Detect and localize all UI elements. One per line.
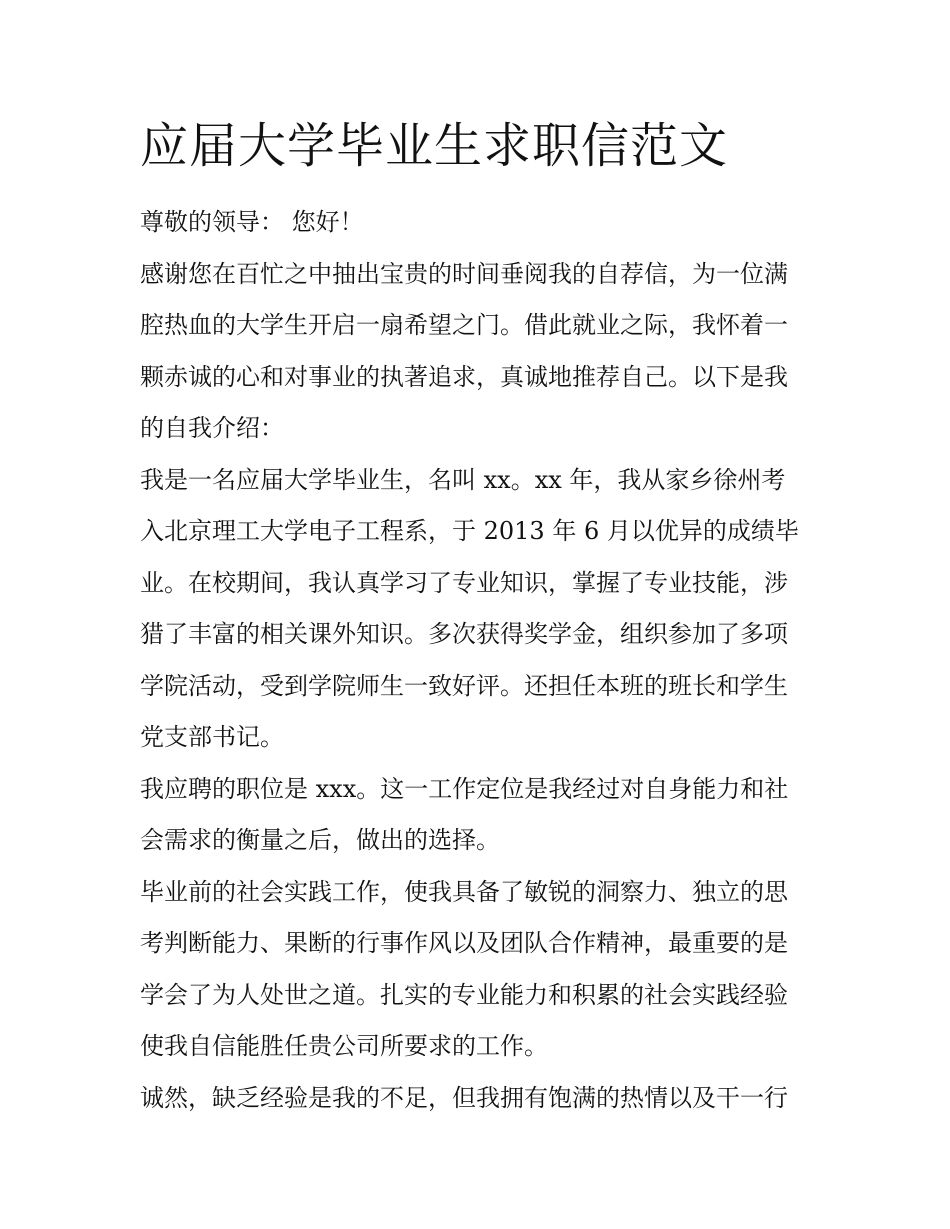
document-body — [140, 200, 812, 1127]
text-line: 颗赤诚的心和对事业的执著追求，真诚地推荐自己。以下是我 — [140, 362, 788, 391]
text-line: 学院活动，受到学院师生一致好评。还担任本班的班长和学生 — [140, 671, 788, 700]
text-line: 党支部书记。 — [140, 723, 284, 751]
text-line: 的自我介绍： — [140, 414, 284, 442]
text-line: 入北京理工大学电子工程系，于 2013 年 6 月以优异的成绩毕 — [140, 517, 799, 545]
text-line: 考判断能力、果断的行事作风以及团队合作精神，最重要的是 — [140, 929, 788, 957]
text-line: 猎了丰富的相关课外知识。多次获得奖学金，组织参加了多项 — [140, 620, 788, 648]
text-line: 我应聘的职位是 xxx。这一工作定位是我经过对自身能力和社 — [140, 774, 789, 803]
text-line: 诚然，缺乏经验是我的不足，但我拥有饱满的热情以及干一行 — [140, 1083, 788, 1112]
document-title: 应届大学毕业生求职信范文 — [140, 118, 729, 174]
text-line: 尊敬的领导： 您好！ — [140, 208, 364, 236]
text-line: 腔热血的大学生开启一扇希望之门。借此就业之际，我怀着一 — [140, 311, 788, 339]
text-line: 学会了为人处世之道。扎实的专业能力和积累的社会实践经验 — [140, 980, 788, 1009]
text-line: 会需求的衡量之后，做出的选择。 — [140, 826, 500, 854]
text-line: 我是一名应届大学毕业生，名叫 xx。xx 年，我从家乡徐州考 — [140, 465, 786, 494]
text-line: 毕业前的社会实践工作，使我具备了敏锐的洞察力、独立的思 — [140, 877, 788, 906]
text-line: 使我自信能胜任贵公司所要求的工作。 — [140, 1032, 548, 1060]
text-line: 业。在校期间，我认真学习了专业知识，掌握了专业技能，涉 — [140, 568, 788, 597]
text-line: 感谢您在百忙之中抽出宝贵的时间垂阅我的自荐信，为一位满 — [140, 259, 788, 288]
